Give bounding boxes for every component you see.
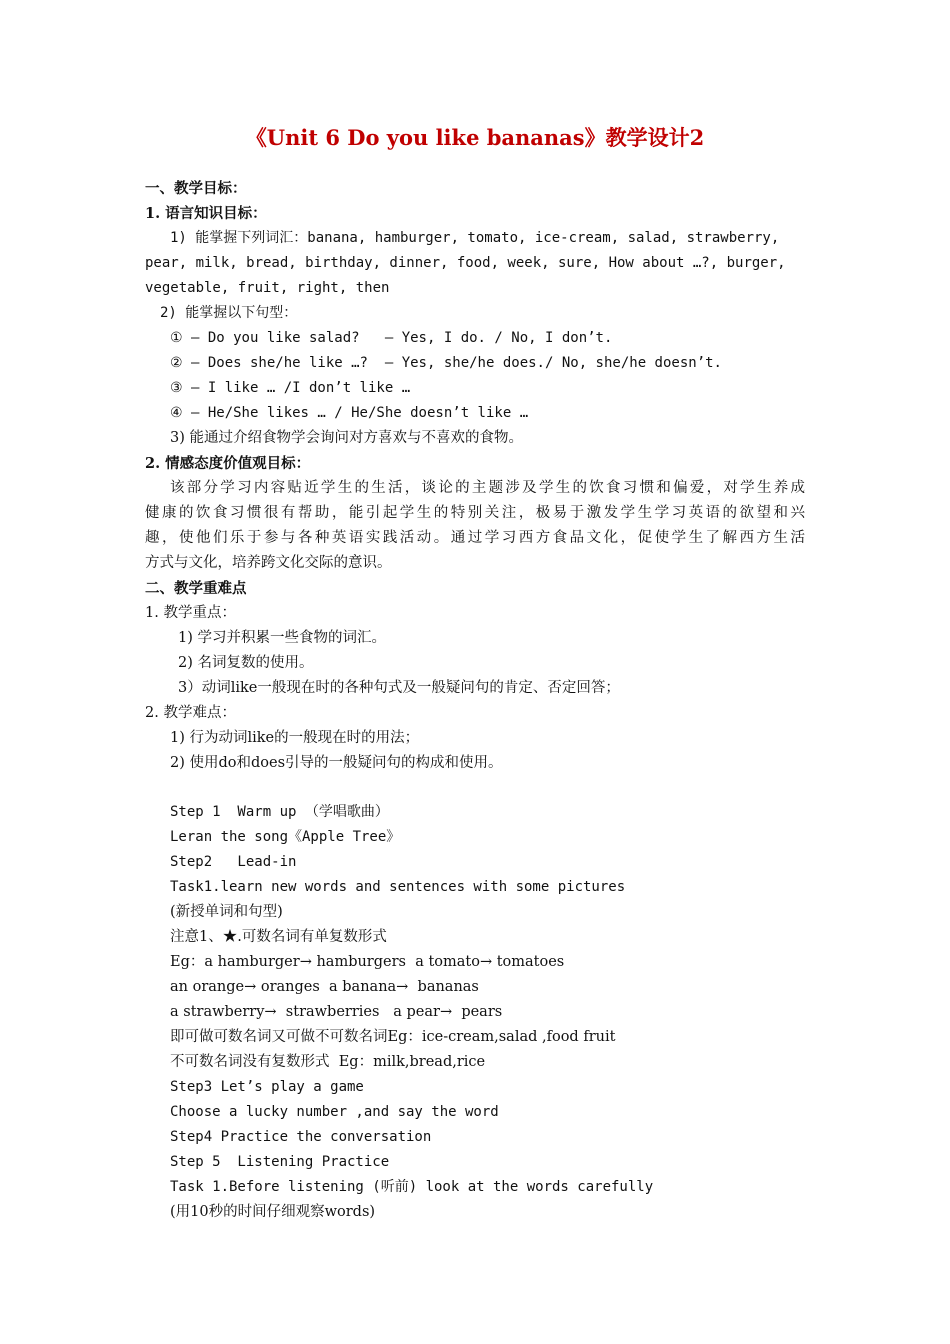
document-title: 《Unit 6 Do you like bananas》教学设计2 (245, 125, 705, 150)
subheading-knowledge: 1. 语言知识目标： (145, 205, 267, 222)
vocab-line-2: pear, milk, bread, birthday, dinner, food, week, sure, How about …?, burger, (145, 255, 786, 271)
step-line: Step3 Let’s play a game (170, 1079, 364, 1095)
key-points-title: 1. 教学重点： (145, 605, 236, 621)
step-line: a strawberry→ strawberries a pear→ pears (170, 1004, 503, 1020)
sentence-pattern-3: ③ — I like … /I don’t like … (170, 380, 411, 396)
difficult-point-2: 2) 使用do和does引导的一般疑问句的构成和使用。 (170, 755, 503, 771)
step-line: Task1.learn new words and sentences with some pictures (170, 879, 626, 895)
step-line: an orange→ oranges a banana→ bananas (170, 979, 479, 995)
attitude-paragraph-line-3: 趣，使他们乐于参与各种英语实践活动。通过学习西方食品文化，促使学生了解西方生活 (145, 530, 805, 546)
attitude-paragraph-line-4: 方式与文化，培养跨文化交际的意识。 (145, 555, 392, 571)
attitude-paragraph-line-1: 该部分学习内容贴近学生的生活，谈论的主题涉及学生的饮食习惯和偏爱，对学生养成 (170, 480, 805, 496)
key-point-2: 2) 名词复数的使用。 (178, 655, 314, 671)
key-point-1: 1) 学习并积累一些食物的词汇。 (178, 630, 386, 646)
vocab-line-1: 1) 能掌握下列词汇：banana, hamburger, tomato, ice-cream, salad, strawberry, (170, 230, 780, 246)
step-line: Task 1.Before listening (听前) look at the words carefully (170, 1179, 654, 1195)
section-heading-key-difficult: 二、教学重难点 (145, 580, 247, 597)
sentence-pattern-2: ② — Does she/he like …? — Yes, she/he does./ No, she/he doesn’t. (170, 355, 722, 371)
section-heading-objectives: 一、教学目标： (145, 180, 247, 197)
step-line: (新授单词和句型) (170, 904, 283, 920)
step-line: Leran the song《Apple Tree》 (170, 829, 401, 845)
difficult-point-1: 1) 行为动词like的一般现在时的用法； (170, 730, 420, 746)
sentences-intro: 2) 能掌握以下句型： (160, 305, 298, 321)
step-line: Step4 Practice the conversation (170, 1129, 432, 1145)
subheading-attitude: 2. 情感态度价值观目标： (145, 455, 311, 472)
step-line: Choose a lucky number ,and say the word (170, 1104, 499, 1120)
step-line: Step 5 Listening Practice (170, 1154, 390, 1170)
vocab-line-3: vegetable, fruit, right, then (145, 280, 390, 296)
step-line: Eg：a hamburger→ hamburgers a tomato→ tomatoes (170, 954, 565, 970)
sentence-pattern-1: ① — Do you like salad? — Yes, I do. / No, I don’t. (170, 330, 613, 346)
step-line: 不可数名词没有复数形式 Eg：milk,bread,rice (170, 1054, 486, 1070)
attitude-paragraph-line-2: 健康的饮食习惯很有帮助，能引起学生的特别关注，极易于激发学生学习英语的欲望和兴 (145, 505, 805, 521)
goal-3: 3) 能通过介绍食物学会询问对方喜欢与不喜欢的食物。 (170, 430, 523, 446)
sentence-pattern-4: ④ — He/She likes … / He/She doesn’t like … (170, 405, 529, 421)
step-line: 即可做可数名词又可做不可数名词Eg：ice-cream,salad ,food fruit (170, 1029, 616, 1045)
key-point-3: 3）动词like一般现在时的各种句式及一般疑问句的肯定、否定回答； (178, 680, 620, 696)
step-line: 注意1、★.可数名词有单复数形式 (170, 929, 387, 945)
difficult-points-title: 2. 教学难点： (145, 705, 236, 721)
step-line: Step2 Lead-in (170, 854, 297, 870)
step-line: Step 1 Warm up （学唱歌曲） (170, 804, 389, 820)
step-line: (用10秒的时间仔细观察words) (170, 1204, 376, 1220)
